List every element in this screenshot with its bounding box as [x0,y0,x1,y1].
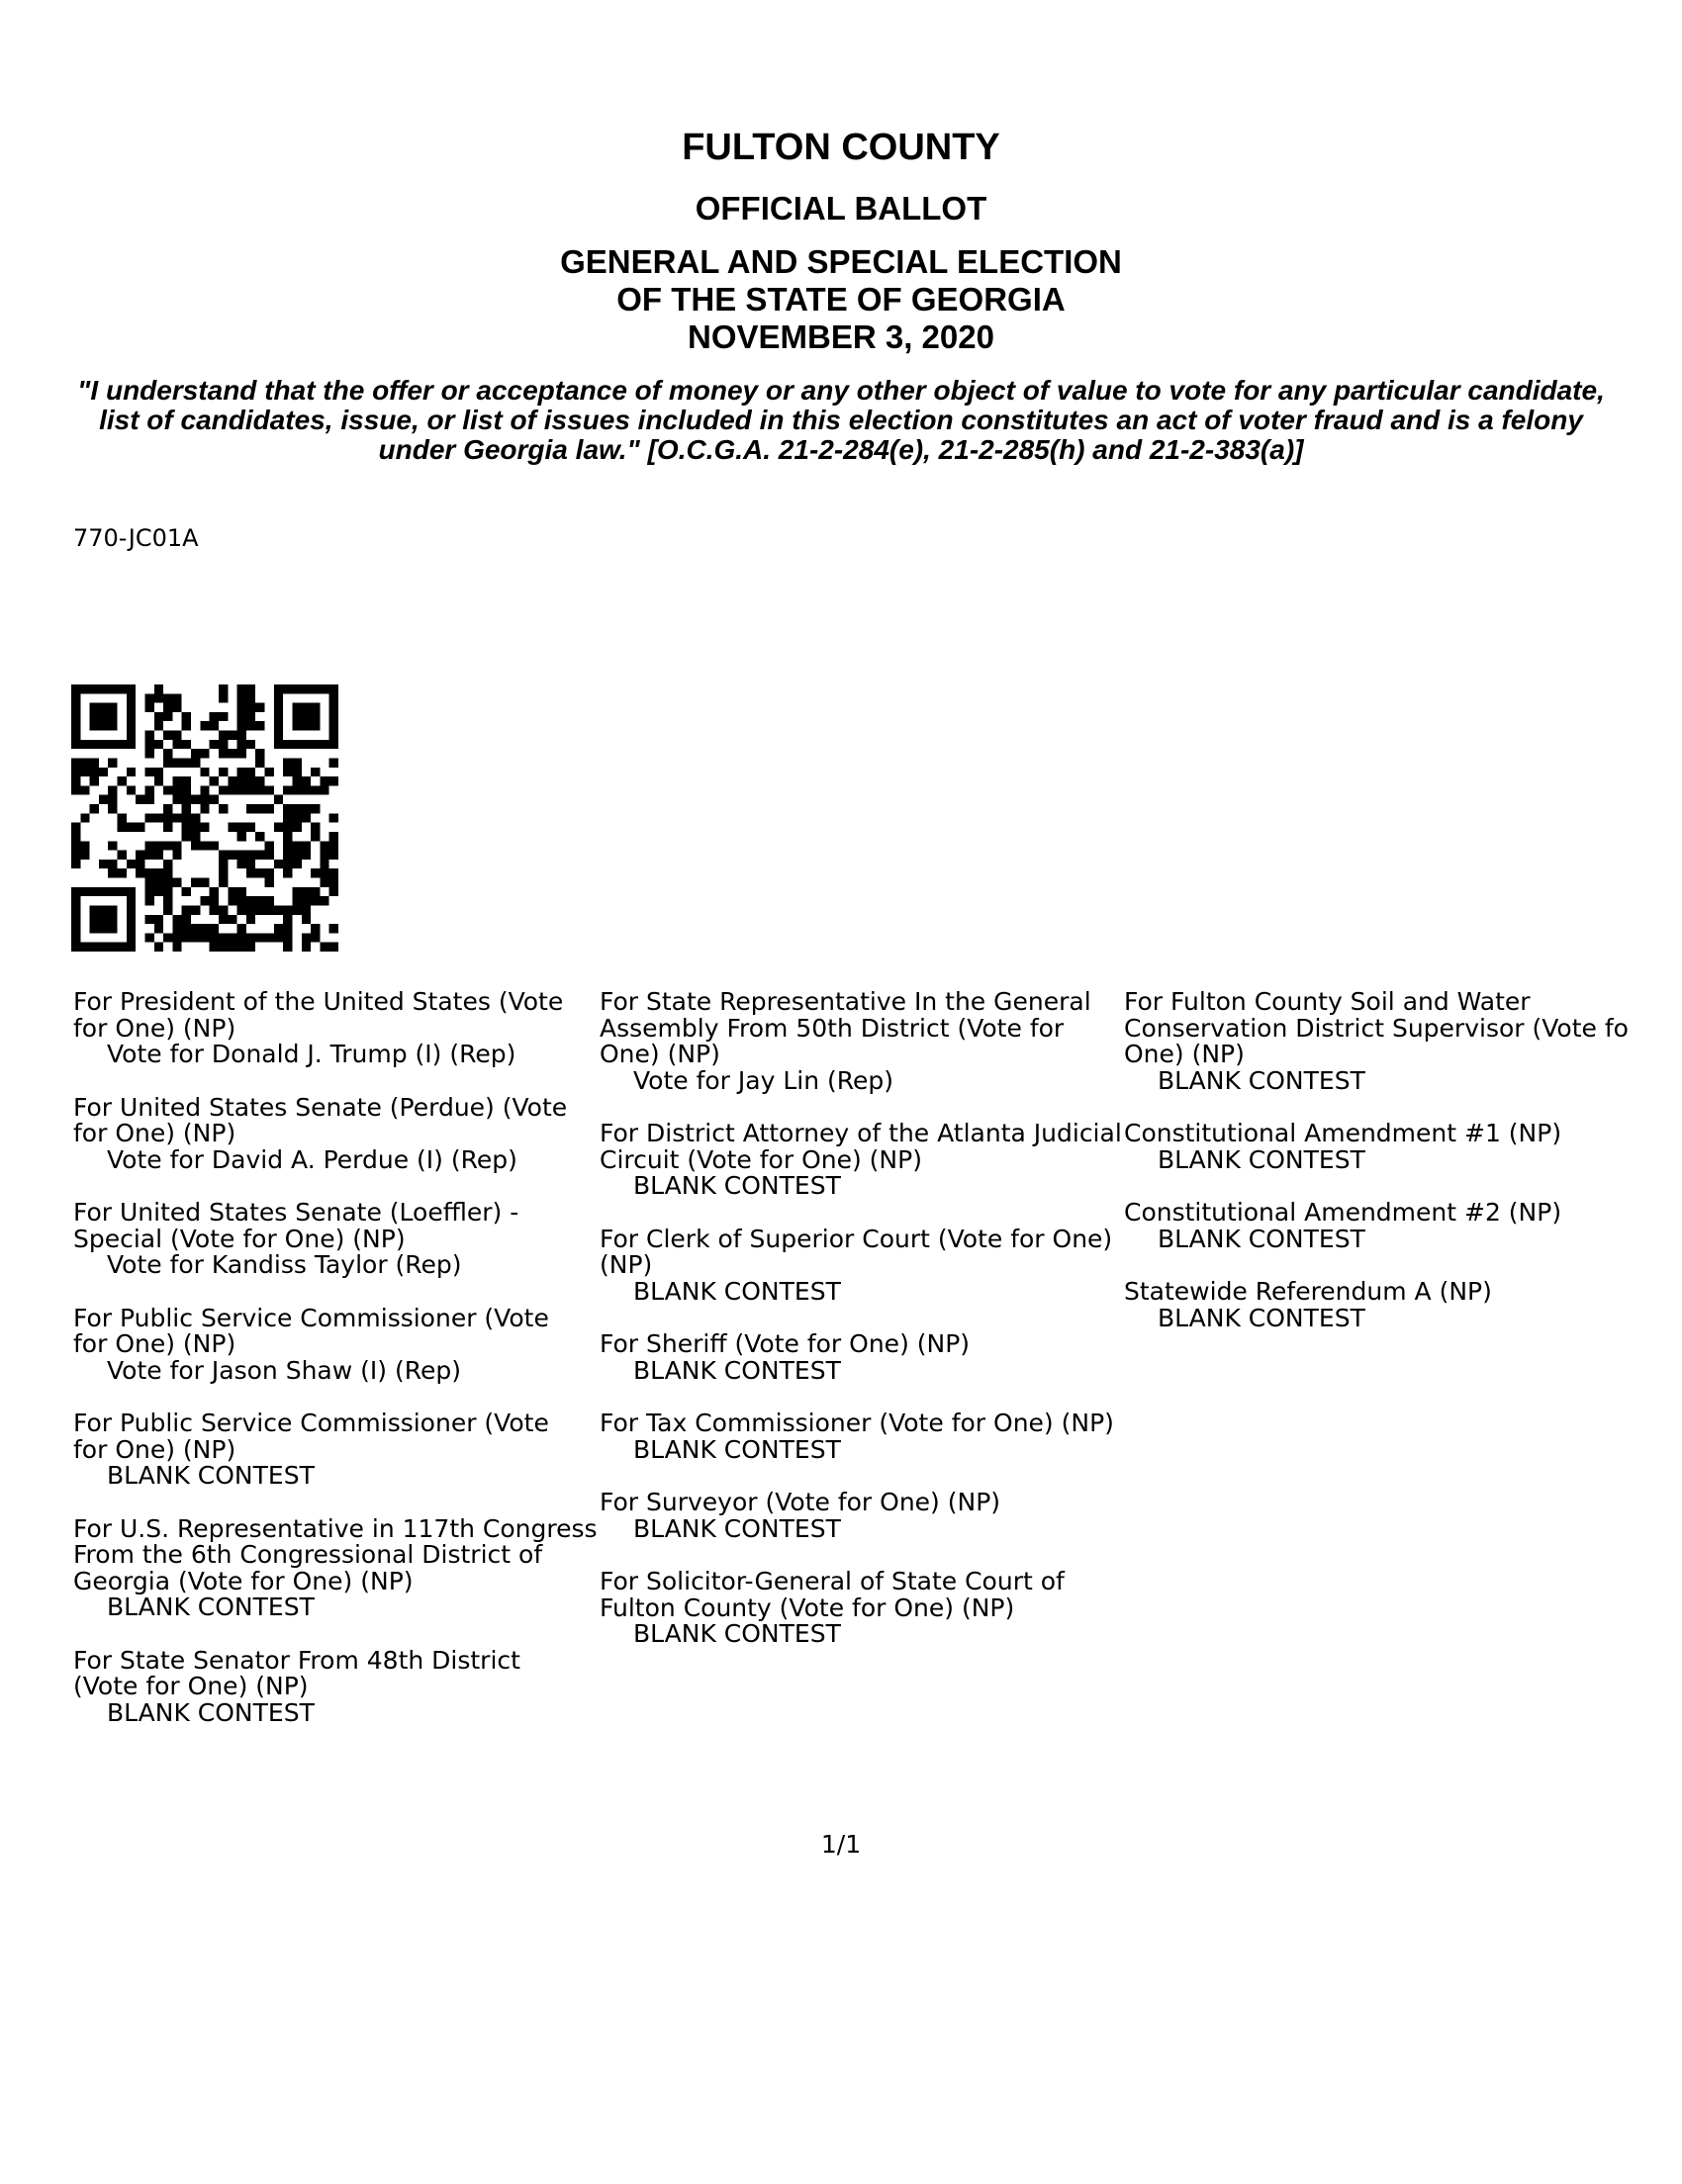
contest-selection: BLANK CONTEST [633,1276,841,1306]
contest-name: For U.S. Representative in 117th Congress From the 6th Congressional District of Georgia (Vote for One) (NP) [73,1513,598,1595]
contest [73,989,607,1068]
contest-name: Constitutional Amendment #1 (NP) [1124,1119,1562,1147]
contest-selection: Vote for Jay Lin (Rep) [633,1065,894,1095]
contest-selection: BLANK CONTEST [633,1513,841,1543]
contest [1124,989,1678,1094]
contest-selection: BLANK CONTEST [1158,1065,1365,1095]
contest-name: Statewide Referendum A (NP) [1124,1277,1492,1306]
contest [73,1410,607,1490]
contest-column-1 [73,989,607,1753]
contest [600,1410,1134,1463]
contest [73,1513,607,1621]
election-title-line2: OF THE STATE OF GEORGIA [616,281,1066,318]
contest-column-2 [600,989,1134,1675]
contest-name: For District Attorney of the Atlanta Judicial Circuit (Vote for One) (NP) [600,1119,1122,1174]
contest-name: For Clerk of Superior Court (Vote for One) (NP) [600,1224,1113,1279]
contest [600,1331,1134,1384]
contest-name: For United States Senate (Perdue) (Vote for One) (NP) [73,1092,568,1147]
contest-selection: BLANK CONTEST [633,1171,841,1200]
contest-name: For State Representative In the General Assembly From 50th District (Vote for One) (NP) [600,987,1091,1068]
ballot-style-code: 770-JC01A [73,524,199,552]
contest [73,1303,607,1385]
contest-selection: Vote for David A. Perdue (I) (Rep) [107,1144,517,1174]
contest-selection: BLANK CONTEST [107,1461,315,1490]
page-number: 1/1 [820,1830,862,1859]
contest-selection: BLANK CONTEST [1158,1144,1365,1174]
contest-selection: BLANK CONTEST [107,1697,315,1727]
election-title-line1: GENERAL AND SPECIAL ELECTION [560,243,1122,280]
contest-name: For Sheriff (Vote for One) (NP) [600,1329,971,1358]
contest [600,1224,1134,1306]
county-title: FULTON COUNTY [682,127,1000,168]
contest-name: Constitutional Amendment #2 (NP) [1124,1198,1562,1227]
contest-name: For Fulton County Soil and Water Conservation District Supervisor (Vote fo One) (NP) [1124,987,1629,1068]
contest [1124,1121,1678,1173]
contest-selection: BLANK CONTEST [107,1592,315,1621]
contest-selection: BLANK CONTEST [633,1355,841,1385]
contest [73,1200,607,1279]
contest-selection: BLANK CONTEST [633,1619,841,1648]
contest-name: For State Senator From 48th District (Vote for One) (NP) [73,1645,520,1700]
contest [600,1569,1134,1648]
contest-name: For United States Senate (Loeffler) - Special (Vote for One) (NP) [73,1198,519,1253]
contest-selection: Vote for Donald J. Trump (I) (Rep) [107,1040,516,1068]
contest-name: For Solicitor-General of State Court of Fulton County (Vote for One) (NP) [600,1567,1065,1622]
ballot-type-title: OFFICIAL BALLOT [695,190,987,227]
contest [73,1092,607,1174]
contest-selection: Vote for Jason Shaw (I) (Rep) [107,1355,461,1385]
contest-name: For Public Service Commissioner (Vote for One) (NP) [73,1303,549,1358]
contest-name: For Surveyor (Vote for One) (NP) [600,1488,1001,1516]
contest [600,1121,1134,1200]
contest-selection: BLANK CONTEST [1158,1224,1365,1253]
contest [73,1645,607,1727]
contest-name: For Public Service Commissioner (Vote for One) (NP) [73,1409,549,1464]
election-date: NOVEMBER 3, 2020 [688,318,994,355]
contest-name: For Tax Commissioner (Vote for One) (NP) [600,1409,1114,1437]
contest [1124,1200,1678,1252]
contest-selection: BLANK CONTEST [633,1434,841,1464]
voter-fraud-statement: "I understand that the offer or acceptance of money or any other object of value to vote for any particular candidate, list of candidates, issue, or list of issues included in this election constitutes an act of voter fraud and is a felony under Georgia law." [O.C.G.A. 21-2-284(e), 21-2-285(h) and 21-2-383(a)] [77,375,1605,465]
contest-selection: BLANK CONTEST [1158,1303,1365,1332]
contest [600,1490,1134,1542]
contest [600,989,1134,1094]
contest-column-3 [1124,989,1678,1358]
qr-code [71,684,338,952]
contest [1124,1279,1678,1331]
contest-selection: Vote for Kandiss Taylor (Rep) [107,1250,462,1279]
contest-name: For President of the United States (Vote for One) (NP) [73,987,564,1043]
